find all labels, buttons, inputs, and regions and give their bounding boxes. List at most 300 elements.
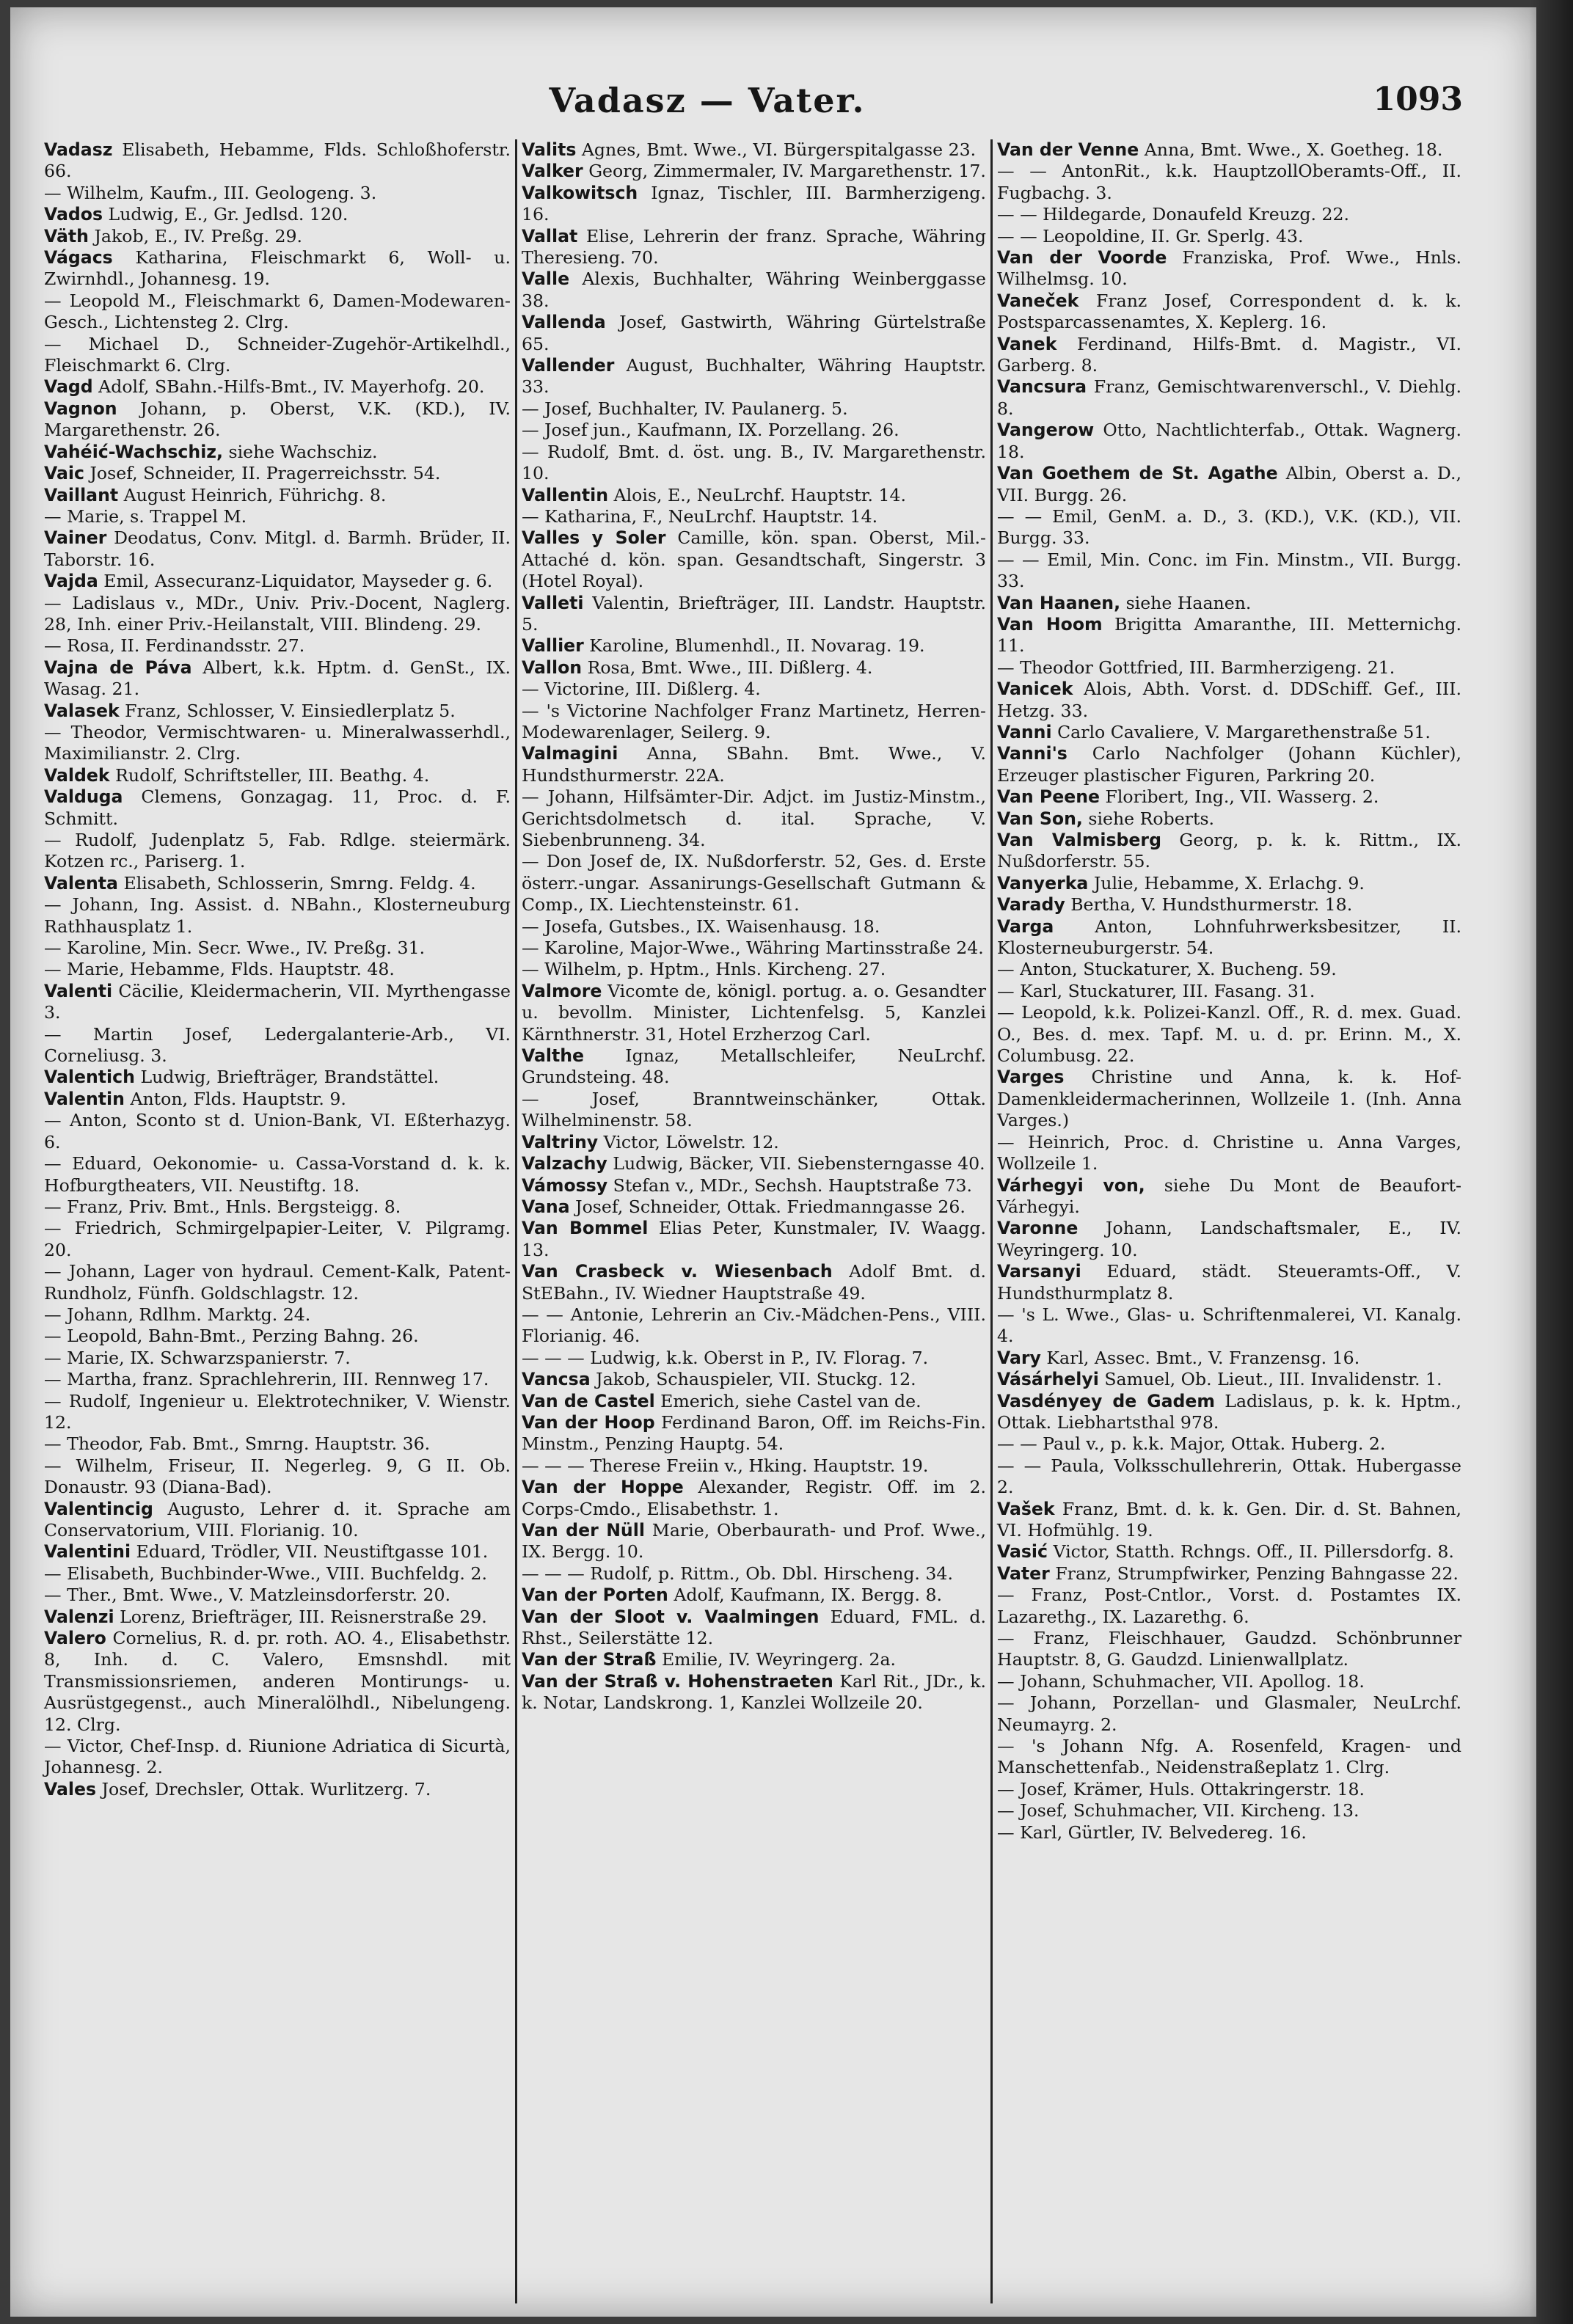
- entry-details: Julie, Hebamme, X. Erlachg. 9.: [1093, 872, 1365, 894]
- entry-details: Franziska, Prof. Wwe., Hnls. Wilhelmsg. 10.: [997, 247, 1461, 290]
- entry-details: siehe Haanen.: [1125, 592, 1252, 613]
- directory-entry: [44, 938, 511, 959]
- entry-surname: Vagd: [44, 376, 93, 398]
- directory-entry: [44, 1628, 511, 1736]
- directory-entry: [997, 1261, 1461, 1304]
- directory-entry: [44, 1585, 511, 1606]
- entry-details: Augusto, Lehrer d. it. Sprache am Conservatorium, VIII. Florianig. 10.: [44, 1498, 511, 1541]
- entry-details: Ladislaus, p. k. k. Hptm., Ottak. Liebhartsthal 978.: [997, 1390, 1462, 1433]
- directory-entry: [44, 786, 511, 830]
- entry-details: Albert, k.k. Hptm. d. GenSt., IX. Wasag. 21.: [44, 657, 511, 700]
- entry-details: — Franz, Fleischhauer, Gaudzd. Schönbrunner Hauptstr. 8, G. Gaudzd. Linienwallplatz.: [997, 1628, 1461, 1670]
- directory-entry: [997, 657, 1461, 679]
- entry-details: Josef, Schneider, Ottak. Friedmanngasse 26.: [575, 1196, 966, 1217]
- entry-details: Samuel, Ob. Lieut., III. Invalidenstr. 1.: [1104, 1369, 1442, 1390]
- entry-details: Ludwig, Bäcker, VII. Siebensterngasse 40.: [613, 1153, 985, 1174]
- entry-details: Karoline, Blumenhdl., II. Novarag. 19.: [589, 635, 925, 657]
- directory-entry: [44, 485, 511, 506]
- directory-entry: [522, 527, 986, 592]
- entry-details: Ludwig, Briefträger, Brandstättel.: [140, 1067, 439, 1088]
- entry-details: — Franz, Post-Cntlor., Vorst. d. Postamtes IX. Lazarethg., IX. Lazarethg. 6.: [997, 1585, 1461, 1627]
- entry-surname: Valero: [44, 1628, 106, 1649]
- column-2: [515, 139, 990, 2303]
- entry-details: Karl, Assec. Bmt., V. Franzensg. 16.: [1046, 1347, 1360, 1368]
- entry-surname: Vanni: [997, 721, 1052, 742]
- entry-details: Eduard, FML. d. Rhst., Seilerstätte 12.: [522, 1606, 986, 1649]
- entry-details: Eduard, städt. Steueramts-Off., V. Hundsthurmplatz 8.: [997, 1261, 1461, 1304]
- directory-entry: [997, 679, 1461, 722]
- entry-details: — Johann, Rdlhm. Marktg. 24.: [44, 1304, 311, 1325]
- entry-details: — Rudolf, Judenplatz 5, Fab. Rdlge. steiermärk. Kotzen rc., Pariserg. 1.: [44, 830, 511, 872]
- entry-details: — Theodor, Fab. Bmt., Smrng. Hauptstr. 36.: [44, 1433, 431, 1455]
- directory-entry: [997, 463, 1461, 506]
- entry-details: Jakob, E., IV. Preßg. 29.: [94, 225, 303, 246]
- directory-entry: [997, 204, 1461, 225]
- entry-surname: Varonne: [997, 1218, 1079, 1239]
- directory-entry: [997, 247, 1461, 290]
- directory-entry: [522, 1175, 986, 1196]
- entry-details: — — Leopoldine, II. Gr. Sperlg. 43.: [997, 225, 1304, 246]
- directory-entry: [997, 1779, 1461, 1800]
- entry-details: Camille, kön. span. Oberst, Mil.-Attaché d. kön. span. Gesandtschaft, Singerstr. 3 (Hotel Royal).: [522, 527, 986, 592]
- entry-details: — Josef jun., Kaufmann, IX. Porzellang. 26.: [522, 420, 899, 441]
- directory-entry: [44, 1067, 511, 1088]
- entry-surname: Van Hoom: [997, 613, 1103, 635]
- directory-entry: [997, 376, 1461, 420]
- entry-details: Franz, Gemischtwarenverschl., V. Diehlg. 8.: [997, 376, 1461, 419]
- entry-details: Marie, Oberbaurath- und Prof. Wwe., IX. Bergg. 10.: [522, 1520, 987, 1563]
- directory-entry: [44, 139, 511, 183]
- directory-entry: [522, 1132, 986, 1153]
- entry-details: — Josef, Krämer, Huls. Ottakringerstr. 18.: [997, 1778, 1365, 1799]
- entry-details: Cornelius, R. d. pr. roth. AO. 4., Elisabethstr. 8, Inh. d. C. Valero, Emsnshdl. mit Transmissionsriemen, anderen Montirungs- u. Ausrüstgegenst., auch Mineralölhdl., Nibelungeng. 12. Clrg.: [44, 1628, 511, 1735]
- entry-surname: Valenta: [44, 872, 118, 894]
- directory-entry: [997, 1455, 1461, 1499]
- entry-surname: Vallier: [522, 635, 584, 657]
- directory-entry: [44, 1736, 511, 1779]
- entry-details: Alois, E., NeuLrchf. Hauptstr. 14.: [613, 484, 906, 505]
- directory-entry: [44, 657, 511, 701]
- entry-details: — Heinrich, Proc. d. Christine u. Anna Varges, Wollzeile 1.: [997, 1131, 1461, 1174]
- entry-surname: Valduga: [44, 786, 123, 808]
- entry-details: siehe Wachschiz.: [228, 441, 378, 462]
- directory-entry: [997, 959, 1461, 980]
- entry-surname: Valentich: [44, 1067, 135, 1088]
- entry-surname: Vágacs: [44, 247, 113, 268]
- entry-surname: Van der Porten: [522, 1585, 668, 1606]
- entry-details: Franz Josef, Correspondent d. k. k. Postsparcassenamtes, X. Keplerg. 16.: [997, 290, 1461, 333]
- entry-surname: Valthe: [522, 1045, 585, 1067]
- directory-entry: [522, 161, 986, 182]
- directory-entry: [522, 938, 986, 959]
- entry-surname: Vašek: [997, 1498, 1055, 1519]
- entry-surname: Varges: [997, 1067, 1065, 1088]
- directory-entry: [44, 1563, 511, 1585]
- entry-details: Ignaz, Tischler, III. Barmherzigeng. 16.: [522, 182, 986, 225]
- directory-entry: [44, 571, 511, 592]
- entry-details: Victor, Löwelstr. 12.: [603, 1131, 779, 1152]
- entry-surname: Vanek: [997, 333, 1057, 354]
- entry-surname: Vaic: [44, 463, 84, 484]
- entry-surname: Varady: [997, 894, 1065, 916]
- entry-surname: Vangerow: [997, 420, 1095, 441]
- entry-surname: Vary: [997, 1347, 1041, 1368]
- page-header: [10, 81, 1536, 132]
- directory-entry: [997, 549, 1461, 593]
- entry-details: Floribert, Ing., VII. Wasserg. 2.: [1105, 786, 1379, 808]
- entry-details: — Theodor, Vermischtwaren- u. Mineralwasserhdl., Maximilianstr. 2. Clrg.: [44, 721, 511, 764]
- directory-entry: [44, 442, 511, 463]
- directory-entry: [44, 1607, 511, 1628]
- entry-details: — — — Rudolf, p. Rittm., Ob. Dbl. Hirscheng. 34.: [522, 1563, 953, 1584]
- directory-entry: [522, 1218, 986, 1261]
- directory-entry: [522, 398, 986, 420]
- directory-entry: [44, 701, 511, 722]
- directory-entry: [997, 743, 1461, 786]
- entry-surname: Valle: [522, 268, 570, 290]
- entry-details: Adolf Bmt. d. StEBahn., IV. Wiedner Hauptstraße 49.: [522, 1261, 987, 1304]
- directory-entry: [522, 312, 986, 355]
- entry-details: Ludwig, E., Gr. Jedlsd. 120.: [108, 204, 348, 225]
- entry-surname: Van der Nüll: [522, 1520, 645, 1541]
- entry-details: Alexis, Buchhalter, Währing Weinberggasse 38.: [522, 268, 986, 311]
- entry-surname: Valmagini: [522, 743, 618, 764]
- entry-details: Adolf, Kaufmann, IX. Bergg. 8.: [674, 1585, 943, 1606]
- directory-entry: [44, 1499, 511, 1542]
- directory-entry: [44, 1326, 511, 1347]
- running-title: Vadasz — Vater.: [549, 81, 866, 120]
- directory-entry: [997, 873, 1461, 894]
- entry-surname: Van Crasbeck v. Wiesenbach: [522, 1261, 833, 1282]
- entry-surname: Varsanyi: [997, 1261, 1081, 1282]
- columns: [40, 139, 1478, 2303]
- directory-entry: [997, 334, 1461, 377]
- entry-surname: Valasek: [44, 700, 120, 721]
- directory-entry: [997, 506, 1461, 549]
- entry-details: — Michael D., Schneider-Zugehör-Artikelhdl., Fleischmarkt 6. Clrg.: [44, 333, 511, 376]
- directory-entry: [997, 1822, 1461, 1844]
- entry-details: Jakob, Schauspieler, VII. Stuckg. 12.: [596, 1369, 916, 1390]
- directory-entry: [44, 765, 511, 786]
- directory-entry: [44, 981, 511, 1024]
- directory-entry: [522, 1391, 986, 1412]
- entry-details: Valentin, Briefträger, III. Landstr. Hauptstr. 5.: [522, 592, 987, 635]
- entry-details: — Anton, Stuckaturer, X. Bucheng. 59.: [997, 959, 1337, 980]
- entry-surname: Vallentin: [522, 484, 609, 505]
- entry-details: — Leopold, k.k. Polizei-Kanzl. Off., R. d. mex. Guad. O., Bes. d. mex. Tapf. M. u. d. pr. Erinn. M., X. Columbusg. 22.: [997, 1002, 1461, 1067]
- entry-details: Josef, Drechsler, Ottak. Wurlitzerg. 7.: [101, 1778, 431, 1799]
- entry-details: — Josef, Branntweinschänker, Ottak. Wilhelminenstr. 58.: [522, 1088, 986, 1131]
- entry-surname: Vana: [522, 1196, 570, 1217]
- entry-details: Eduard, Trödler, VII. Neustiftgasse 101.: [136, 1541, 489, 1563]
- entry-details: — Marie, Hebamme, Flds. Hauptstr. 48.: [44, 959, 395, 980]
- page-number: 1093: [1373, 81, 1463, 118]
- entry-details: — — Hildegarde, Donaufeld Kreuzg. 22.: [997, 204, 1349, 225]
- entry-details: Deodatus, Conv. Mitgl. d. Barmh. Brüder, II. Taborstr. 16.: [44, 527, 511, 570]
- directory-entry: [997, 916, 1461, 960]
- entry-details: — Rudolf, Ingenieur u. Elektrotechniker, V. Wienstr. 12.: [44, 1390, 511, 1433]
- entry-details: — Don Josef de, IX. Nußdorferstr. 52, Ges. d. Erste österr.-ungar. Assanirungs-Gesellschaft Gutmann & Comp., IX. Liechtensteinstr. 61.: [522, 851, 986, 916]
- entry-details: Agnes, Bmt. Wwe., VI. Bürgerspitalgasse 23.: [581, 139, 977, 160]
- entry-details: — Rudolf, Bmt. d. öst. ung. B., IV. Margarethenstr. 10.: [522, 441, 986, 484]
- entry-details: Bertha, V. Hundsthurmerstr. 18.: [1070, 894, 1353, 916]
- entry-surname: Van Valmisberg: [997, 830, 1161, 850]
- directory-entry: [44, 226, 511, 247]
- directory-entry: [44, 398, 511, 442]
- directory-entry: [522, 1455, 986, 1477]
- directory-entry: [522, 1585, 986, 1606]
- entry-surname: Valker: [522, 161, 583, 182]
- directory-entry: [997, 1175, 1461, 1218]
- directory-entry: [522, 420, 986, 441]
- entry-details: Franz, Strumpfwirker, Penzing Bahngasse 22.: [1055, 1563, 1459, 1584]
- directory-entry: [522, 506, 986, 527]
- entry-surname: Vanyerka: [997, 872, 1089, 894]
- directory-entry: [522, 1412, 986, 1455]
- directory-entry: [997, 1736, 1461, 1779]
- directory-entry: [997, 1585, 1461, 1628]
- directory-entry: [522, 1304, 986, 1348]
- entry-surname: Vahéić-Wachschiz,: [44, 441, 223, 462]
- directory-entry: [44, 1218, 511, 1261]
- directory-entry: [44, 1455, 511, 1499]
- column-3: [990, 139, 1466, 2303]
- entry-surname: Vanni's: [997, 743, 1067, 764]
- entry-details: Alois, Abth. Vorst. d. DDSchiff. Gef., III. Hetzg. 33.: [997, 679, 1461, 721]
- entry-details: — 's L. Wwe., Glas- u. Schriftenmalerei, VI. Kanalg. 4.: [997, 1304, 1461, 1347]
- entry-surname: Valmore: [522, 980, 602, 1001]
- entry-surname: Vallender: [522, 355, 615, 376]
- entry-surname: Van der Hoppe: [522, 1477, 684, 1498]
- entry-details: Albin, Oberst a. D., VII. Burgg. 26.: [997, 463, 1461, 505]
- directory-entry: [997, 1391, 1461, 1434]
- entry-details: — Franz, Priv. Bmt., Hnls. Bergsteigg. 8.: [44, 1196, 401, 1217]
- entry-details: — Johann, Hilfsämter-Dir. Adjct. im Justiz-Minstm., Gerichtsdolmetsch d. ital. Sprache, V. Siebenbrunneng. 34.: [522, 786, 986, 850]
- entry-details: — Theodor Gottfried, III. Barmherzigeng. 21.: [997, 657, 1395, 678]
- directory-entry: [997, 1218, 1461, 1261]
- entry-surname: Vásárhelyi: [997, 1369, 1099, 1390]
- entry-details: — — — Therese Freiin v., Hking. Hauptstr. 19.: [522, 1455, 929, 1476]
- entry-surname: Vaneček: [997, 290, 1079, 311]
- directory-entry: [522, 1607, 986, 1650]
- directory-entry: [997, 1628, 1461, 1671]
- entry-details: Emil, Assecuranz-Liquidator, Mayseder g. 6.: [103, 571, 493, 592]
- entry-details: Clemens, Gonzagag. 11, Proc. d. F. Schmitt.: [44, 786, 511, 829]
- directory-entry: [997, 139, 1461, 161]
- directory-entry: [522, 1045, 986, 1089]
- entry-surname: Vallat: [522, 225, 578, 246]
- directory-page: [10, 7, 1536, 2317]
- entry-surname: Várhegyi von,: [997, 1174, 1145, 1196]
- entry-surname: Valenti: [44, 980, 113, 1001]
- directory-entry: [44, 334, 511, 377]
- entry-details: — Leopold, Bahn-Bmt., Perzing Bahng. 26.: [44, 1326, 419, 1347]
- entry-details: — Elisabeth, Buchbinder-Wwe., VIII. Buchfeldg. 2.: [44, 1563, 487, 1584]
- entry-details: Brigitta Amaranthe, III. Metternichg. 11.: [997, 613, 1461, 657]
- directory-entry: [522, 139, 986, 161]
- entry-surname: Vallenda: [522, 312, 606, 333]
- directory-entry: [997, 830, 1461, 873]
- entry-details: Victor, Statth. Rchngs. Off., II. Pillersdorfg. 8.: [1053, 1541, 1454, 1563]
- entry-surname: Valentin: [44, 1088, 125, 1109]
- entry-surname: Vanicek: [997, 679, 1073, 700]
- entry-surname: Valenzi: [44, 1606, 114, 1627]
- entry-surname: Valentincig: [44, 1498, 153, 1519]
- directory-entry: [997, 981, 1461, 1002]
- entry-surname: Valles y Soler: [522, 527, 666, 549]
- entry-details: — — Antonie, Lehrerin an Civ.-Mädchen-Pens., VIII. Florianig. 46.: [522, 1304, 986, 1347]
- entry-details: — Josef, Buchhalter, IV. Paulanerg. 5.: [522, 398, 848, 419]
- entry-details: Ferdinand Baron, Off. im Reichs-Fin. Minstm., Penzing Hauptg. 54.: [522, 1411, 987, 1455]
- entry-details: Alexander, Registr. Off. im 2. Corps-Cmdo., Elisabethstr. 1.: [522, 1477, 986, 1519]
- directory-entry: [44, 1153, 511, 1196]
- directory-entry: [997, 1132, 1461, 1175]
- directory-entry: [44, 1369, 511, 1390]
- directory-entry: [522, 183, 986, 226]
- directory-entry: [44, 873, 511, 894]
- directory-entry: [44, 527, 511, 571]
- entry-surname: Vales: [44, 1778, 97, 1799]
- entry-details: — — Paula, Volksschullehrerin, Ottak. Hubergasse 2.: [997, 1455, 1461, 1498]
- directory-entry: [522, 1671, 986, 1714]
- entry-surname: Väth: [44, 225, 89, 246]
- directory-entry: [522, 1153, 986, 1174]
- entry-details: — Anton, Sconto st d. Union-Bank, VI. Eßterhazyg. 6.: [44, 1110, 511, 1152]
- entry-details: — Johann, Porzellan- und Glasmaler, NeuLrchf. Neumayrg. 2.: [997, 1692, 1461, 1735]
- directory-entry: [997, 1499, 1461, 1542]
- entry-details: Emerich, siehe Castel van de.: [660, 1390, 921, 1411]
- directory-entry: [522, 1649, 986, 1670]
- entry-details: Anton, Lohnfuhrwerksbesitzer, II. Klosterneuburgerstr. 54.: [997, 916, 1461, 959]
- entry-details: Elisabeth, Schlosserin, Smrng. Feldg. 4.: [123, 872, 476, 894]
- entry-details: Franz, Bmt. d. k. k. Gen. Dir. d. St. Bahnen, VI. Hofmühlg. 19.: [997, 1498, 1461, 1541]
- directory-entry: [997, 290, 1461, 334]
- directory-entry: [522, 442, 986, 485]
- directory-entry: [44, 1304, 511, 1326]
- directory-entry: [44, 183, 511, 204]
- directory-entry: [44, 1541, 511, 1563]
- directory-entry: [522, 981, 986, 1045]
- entry-surname: Vancsa: [522, 1369, 591, 1390]
- directory-entry: [44, 1024, 511, 1067]
- directory-entry: [522, 1261, 986, 1304]
- directory-entry: [997, 1067, 1461, 1131]
- entry-details: — Marie, s. Trappel M.: [44, 505, 247, 527]
- directory-entry: [522, 593, 986, 636]
- directory-entry: [522, 355, 986, 398]
- entry-details: — Eduard, Oekonomie- u. Cassa-Vorstand d. k. k. Hofburgtheaters, VII. Neustiftg. 18.: [44, 1153, 511, 1196]
- entry-surname: Van Bommel: [522, 1218, 649, 1239]
- directory-entry: [522, 786, 986, 851]
- entry-surname: Valleti: [522, 592, 584, 613]
- directory-entry: [522, 916, 986, 938]
- directory-entry: [522, 1196, 986, 1218]
- entry-details: Anna, Bmt. Wwe., X. Goetheg. 18.: [1144, 139, 1443, 160]
- entry-details: — Victorine, III. Dißlerg. 4.: [522, 679, 761, 700]
- entry-surname: Van der Straß: [522, 1649, 657, 1670]
- page-edge-shadow: [1529, 0, 1573, 2324]
- entry-surname: Vajna de Páva: [44, 657, 192, 678]
- entry-details: — Karl, Gürtler, IV. Belvedereg. 16.: [997, 1821, 1307, 1843]
- entry-details: Ignaz, Metallschleifer, NeuLrchf. Grundsteing. 48.: [522, 1045, 986, 1088]
- entry-surname: Vasić: [997, 1541, 1048, 1563]
- entry-surname: Van der Hoop: [522, 1411, 655, 1433]
- directory-entry: [997, 808, 1461, 830]
- entry-surname: Vallon: [522, 657, 583, 678]
- directory-entry: [44, 593, 511, 636]
- entry-surname: Van Peene: [997, 786, 1100, 808]
- entry-details: — Leopold M., Fleischmarkt 6, Damen-Modewaren-Gesch., Lichtensteg 2. Clrg.: [44, 290, 511, 333]
- entry-surname: Van der Voorde: [997, 247, 1167, 268]
- entry-details: Johann, Landschaftsmaler, E., IV. Weyringerg. 10.: [997, 1218, 1461, 1260]
- directory-entry: [522, 268, 986, 312]
- entry-surname: Van Goethem de St. Agathe: [997, 463, 1278, 484]
- entry-surname: Valdek: [44, 764, 110, 786]
- directory-entry: [44, 830, 511, 873]
- entry-details: — Josefa, Gutsbes., IX. Waisenhausg. 18.: [522, 916, 880, 937]
- entry-details: — Martha, franz. Sprachlehrerin, III. Rennweg 17.: [44, 1369, 489, 1390]
- directory-entry: [44, 1433, 511, 1455]
- entry-details: — Martin Josef, Ledergalanterie-Arb., VI. Corneliusg. 3.: [44, 1023, 511, 1067]
- directory-entry: [44, 376, 511, 398]
- entry-surname: Valentini: [44, 1541, 131, 1563]
- entry-surname: Vados: [44, 204, 103, 225]
- entry-surname: Valtriny: [522, 1131, 599, 1152]
- entry-details: Christine und Anna, k. k. Hof-Damenkleidermacherinnen, Wollzeile 1. (Inh. Anna Varges.): [997, 1067, 1462, 1131]
- entry-details: Adolf, SBahn.-Hilfs-Bmt., IV. Mayerhofg. 20.: [98, 376, 485, 398]
- entry-surname: Vater: [997, 1563, 1050, 1584]
- entry-details: — Karoline, Major-Wwe., Währing Martinsstraße 24.: [522, 938, 984, 959]
- directory-entry: [44, 247, 511, 290]
- entry-details: Otto, Nachtlichterfab., Ottak. Wagnerg. 18.: [997, 420, 1462, 462]
- entry-details: Katharina, Fleischmarkt 6, Woll- u. Zwirnhdl., Johannesg. 19.: [44, 247, 511, 290]
- entry-details: — — AntonRit., k.k. HauptzollOberamts-Off., II. Fugbachg. 3.: [997, 161, 1461, 203]
- entry-details: Georg, p. k. k. Rittm., IX. Nußdorferstr. 55.: [997, 830, 1462, 872]
- entry-details: — — — Ludwig, k.k. Oberst in P., IV. Florag. 7.: [522, 1347, 929, 1368]
- entry-surname: Varga: [997, 916, 1054, 937]
- entry-details: — Victor, Chef-Insp. d. Riunione Adriatica di Sicurtà, Johannesg. 2.: [44, 1736, 511, 1778]
- entry-details: Rudolf, Schriftsteller, III. Beathg. 4.: [115, 764, 430, 786]
- directory-entry: [997, 1369, 1461, 1390]
- directory-entry: [997, 1002, 1461, 1067]
- entry-surname: Vagnon: [44, 398, 117, 419]
- entry-details: Franz, Schlosser, V. Einsiedlerplatz 5.: [125, 700, 456, 721]
- entry-details: Ferdinand, Hilfs-Bmt. d. Magistr., VI. Garberg. 8.: [997, 333, 1462, 376]
- directory-entry: [997, 1348, 1461, 1369]
- directory-entry: [522, 1563, 986, 1585]
- entry-details: Anna, SBahn. Bmt. Wwe., V. Hundsthurmerstr. 22A.: [522, 743, 987, 786]
- entry-surname: Van Son,: [997, 808, 1083, 829]
- entry-surname: Valzachy: [522, 1153, 607, 1174]
- directory-entry: [522, 485, 986, 506]
- directory-entry: [997, 894, 1461, 916]
- directory-entry: [522, 851, 986, 916]
- entry-details: Elise, Lehrerin der franz. Sprache, Währing Theresieng. 70.: [522, 225, 987, 268]
- directory-entry: [997, 1563, 1461, 1585]
- directory-entry: [997, 1800, 1461, 1821]
- entry-details: — — Emil, GenM. a. D., 3. (KD.), V.K. (KD.), VII. Burgg. 33.: [997, 505, 1461, 549]
- directory-entry: [44, 1391, 511, 1434]
- directory-entry: [997, 593, 1461, 614]
- entry-details: — Johann, Schuhmacher, VII. Apollog. 18.: [997, 1670, 1365, 1692]
- directory-entry: [997, 1304, 1461, 1348]
- directory-entry: [997, 1692, 1461, 1736]
- entry-details: Emilie, IV. Weyringerg. 2a.: [661, 1649, 897, 1670]
- entry-surname: Van der Sloot v. Vaalmingen: [522, 1606, 820, 1627]
- entry-details: Carlo Cavaliere, V. Margarethenstraße 51.: [1057, 721, 1431, 742]
- entry-surname: Valits: [522, 139, 577, 160]
- directory-entry: [522, 1348, 986, 1369]
